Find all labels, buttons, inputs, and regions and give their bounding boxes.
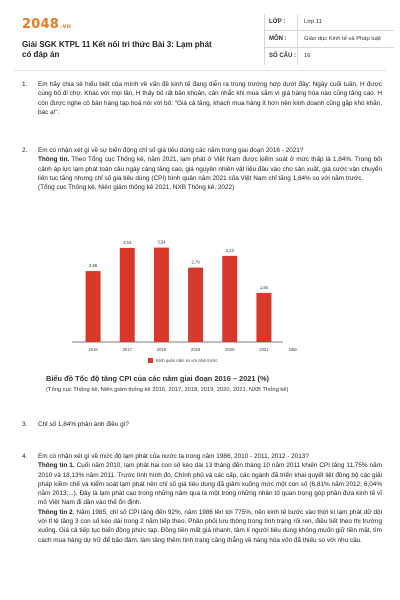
info-block-1: [38, 461, 382, 507]
meta-key: SỐ CÂU :: [269, 53, 296, 60]
bar-value-label: 3,53: [123, 239, 132, 245]
info-label: Thông tin 1.: [38, 462, 75, 470]
info-label: Thông tin 2.: [38, 508, 75, 516]
x-tick-label: 2018: [156, 347, 167, 352]
info-block: [38, 155, 382, 183]
meta-row-count: [265, 48, 394, 65]
page-title: Giải SGK KTPL 11 Kết nối tri thức Bài 3: Lạm phát có đáp án: [22, 40, 212, 60]
question-number: 3.: [22, 421, 28, 428]
cpi-chart-svg: [56, 222, 306, 372]
site-logo[interactable]: [22, 16, 71, 35]
meta-row-subject: [265, 31, 394, 48]
chart-bar: [120, 248, 135, 342]
question-4: [22, 452, 382, 545]
bar-value-label: 3,54: [157, 239, 166, 245]
bar-value-label: 3,23: [225, 247, 234, 253]
bar-value-label: 2,79: [191, 259, 200, 265]
info-text: Theo Tổng cục Thống kê, năm 2021, lạm phát ở Việt Nam được kiểm soát ở mức thấp là 1,84%. Trong bối cảnh áp lực lạm phát toàn cầu ngày càng tăng cao, giá nguyên nhiên vật liệu đầu vào cho sản xuất, giá cước vận chuyển liên tục tăng nhưng chỉ số giá tiêu dùng (CPI) bình quân năm 2021 của Việt Nam chỉ tăng 1,84% so với năm trước.: [38, 156, 382, 182]
x-tick-label: 2021: [259, 347, 269, 352]
logo-text: 2048: [22, 17, 59, 32]
info-text: Năm 1985, chỉ số CPI tăng đến 92%, năm 1986 lên tới 775%, nền kinh tế bước vào thời kì lạm phát dữ dội với tỉ lệ tăng 3 con số kéo dài trong 2 năm tiếp theo. Phần phối lưu thông trong tình trạng rối ren, điều tiết theo thị trường xuống. Giá cả tiếp tục biến động phức tạp. Đồng tiền mất giá nhanh, tâm lí người tiêu dùng không muốn giữ tiền mặt, tìm cách mua hàng dự trữ để bảo đảm, làm tăng thêm tình trạng căng thẳng về hàng hóa vốn đã thiếu so với nhu cầu.: [38, 508, 382, 544]
x-tick-label: 2017: [122, 347, 132, 352]
info-block-2: [38, 508, 382, 545]
info-text: Cuối năm 2010, lạm phát hai con số kéo dài 13 tháng đến tháng 10 năm 2011 khiến CPI tăng 11,75% năm 2010 và 18,13% năm 2011. Trước tình hình đó, Chính phủ và các cấp, các ngành đã triển khai quyết liệt đồng bộ các giải pháp kiềm chế và kiểm soát lạm phát nên chỉ số giá tiêu dùng đã giảm xuống mức một con số (6,81% năm 2012; 6,04% năm 2013;...). Đây là lạm phát cao trong những năm qua là một trong những nhân tố quan trọng góp phần đưa kinh tế vĩ mô Việt Nam đi dần vào thế ổn định.: [38, 462, 382, 507]
x-tick-label: 2020: [225, 347, 235, 352]
question-number: 2.: [22, 147, 28, 154]
meta-key: MÔN :: [269, 35, 287, 42]
logo-suffix: .vn: [59, 23, 72, 30]
x-tick-label: 2016: [88, 347, 98, 352]
x-axis-label: Năm: [288, 347, 298, 352]
info-label: Thông tin.: [38, 156, 70, 164]
question-number: 1.: [22, 81, 28, 88]
legend-swatch: [148, 358, 153, 363]
bar-value-label: 1,84: [259, 284, 268, 290]
chart-source: (Tổng cục Thống kê, Niên giám thống kê 2016, 2017, 2018, 2019, 2020, 2021, NXB Thống kê): [46, 387, 289, 393]
chart-bar: [256, 293, 271, 342]
cpi-chart: [56, 222, 306, 372]
chart-bar: [154, 248, 169, 342]
legend-label: Bình quân năm so với năm trước: [156, 358, 218, 363]
bar-value-label: 2,66: [89, 263, 98, 269]
question-number: 4.: [22, 453, 28, 460]
meta-value: 16: [297, 48, 394, 65]
meta-key: LỚP :: [269, 18, 286, 25]
question-1: [22, 80, 382, 117]
chart-bar: [222, 256, 237, 342]
question-text: Em có nhận xét gì về mức độ lạm phát của nước ta trong năm 1986, 2010 - 2011, 2012 - 2013?: [38, 453, 309, 460]
header-divider: [14, 70, 386, 71]
question-text: Em có nhận xét gì về sự biến động chỉ số giá tiêu dùng các năm trong giai đoạn 2016 - 2021?: [38, 147, 304, 154]
meta-row-class: [265, 14, 394, 31]
info-source: (Tổng cục Thống kê, Niên giám thống kê 2021, NXB Thống kê, 2022): [38, 184, 235, 192]
question-3: [22, 420, 382, 429]
question-2: [22, 146, 382, 192]
question-text: Chỉ số 1,84% phản ánh điều gì?: [38, 421, 129, 428]
page-header: [14, 8, 386, 68]
chart-title: Biểu đồ Tốc độ tăng CPI của các năm giai đoạn 2016 – 2021 (%): [46, 374, 270, 383]
meta-table: [264, 14, 394, 65]
chart-bar: [188, 268, 203, 342]
meta-value: Lớp 11: [297, 14, 394, 30]
question-text: Em hãy chia sẻ hiểu biết của mình về vấn đề kinh tế đang diễn ra trong trường hợp dưới đây: Ngày cuối tuần, H được cùng bố đi chợ. Khác với mọi lần, H thấy bố rất băn khoăn, cân nhắc khi mua sắm vì giá hàng hóa nào cũng tăng cao. H còn được nghe cô bán hàng tạp hoá nói với bố: "Giá cả tăng, khách mua hàng ít hơn nên kinh doanh cũng gặp khó khăn, bác ạ!".: [38, 81, 382, 116]
meta-value: Giáo dục Kinh tế và Pháp luật: [297, 31, 394, 47]
chart-bar: [86, 271, 101, 342]
x-tick-label: 2019: [190, 347, 201, 352]
